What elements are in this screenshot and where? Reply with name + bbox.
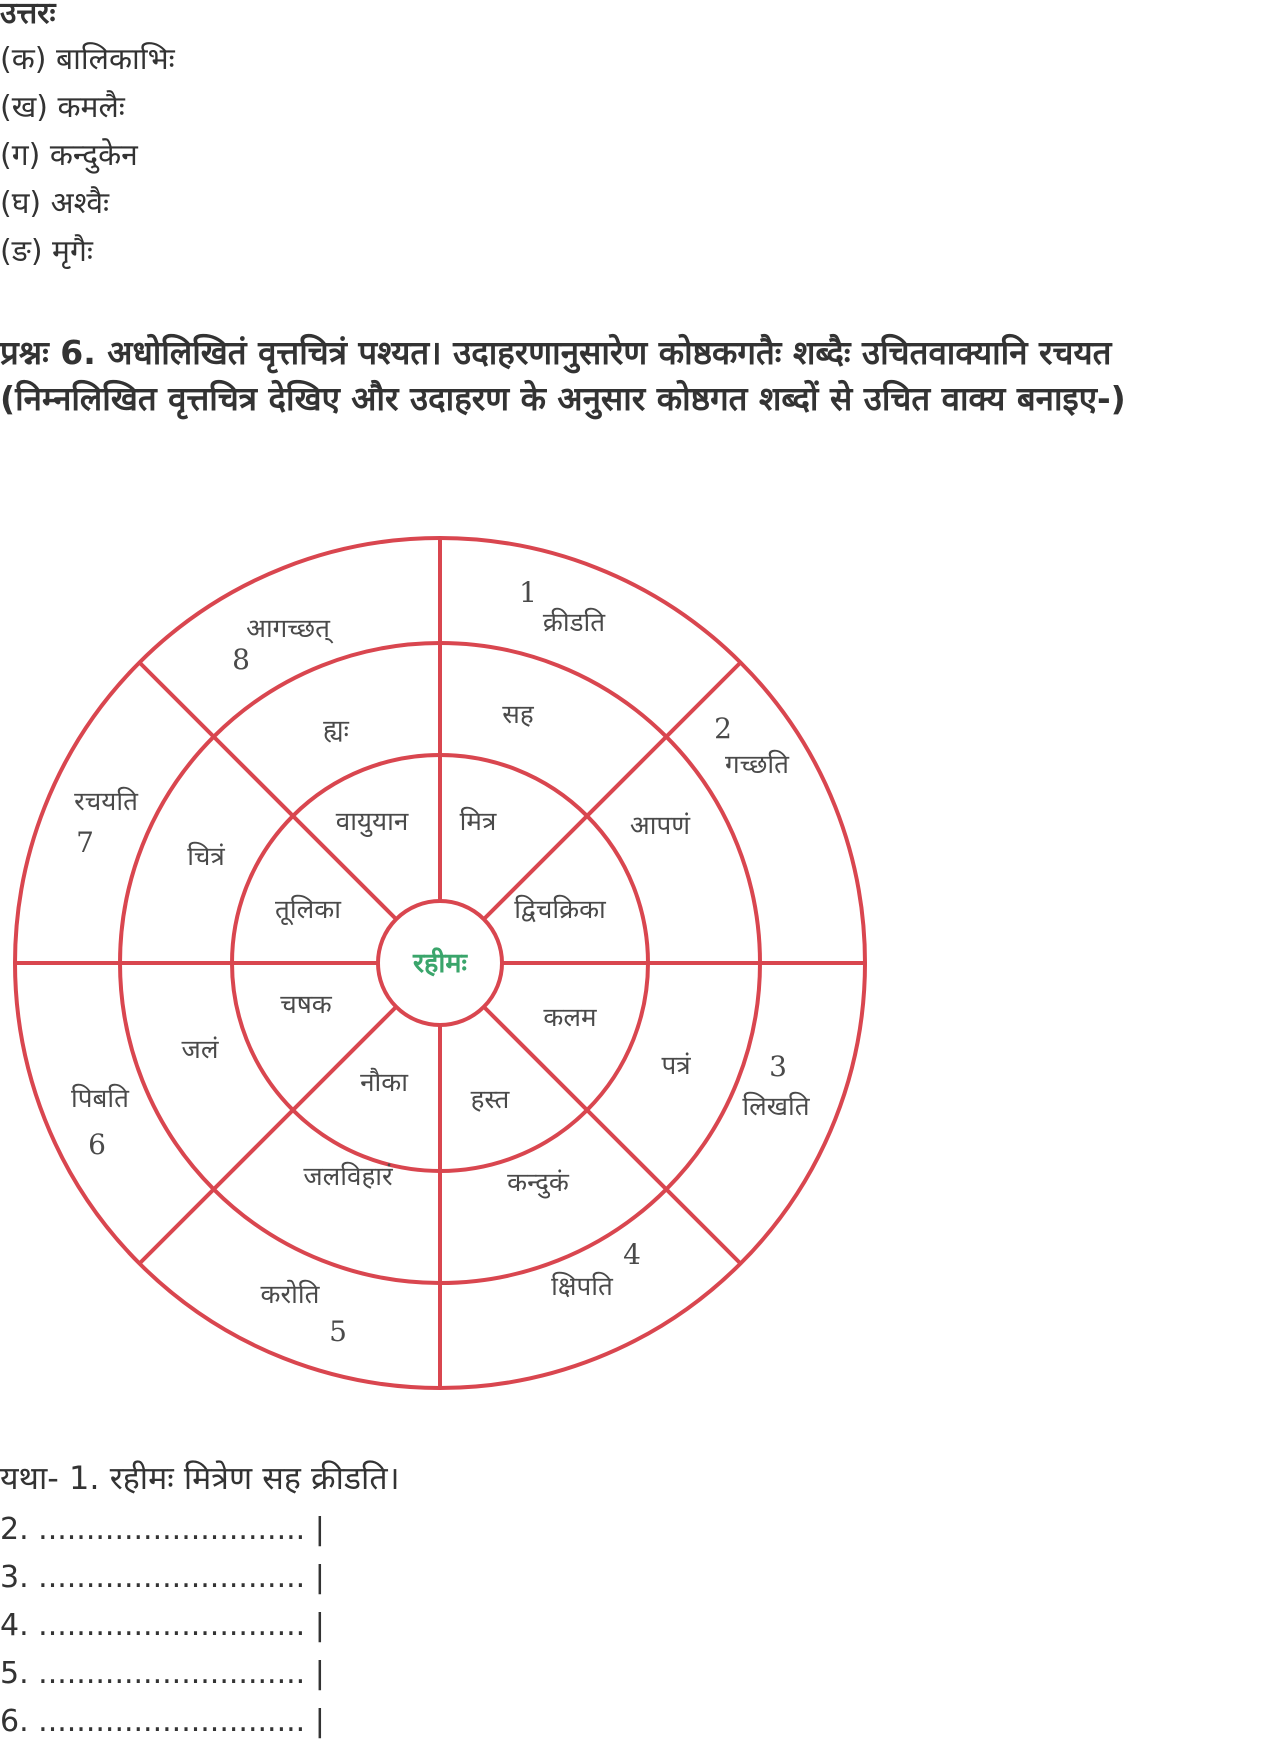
inner-word: मित्र [459,807,497,837]
inner-word: वायुयान [335,807,409,837]
inner-word: चषक [280,990,332,1020]
middle-word: चित्रं [187,842,225,872]
answer-item: (ख) कमलैः [0,90,125,125]
middle-word: सह [502,700,534,730]
word-wheel-diagram [0,530,880,1410]
outer-verb: क्षिपति [551,1272,613,1302]
outer-verb: लिखति [742,1092,810,1122]
blank-line: 5. ............................ | [0,1656,325,1691]
outer-number: 6 [88,1128,106,1161]
blank-lines [0,1506,325,1746]
inner-word: कलम [543,1003,597,1033]
answer-list [0,36,175,276]
inner-word: द्विचक्रिका [514,895,606,925]
outer-number: 7 [76,826,94,859]
answer-heading: उत्तरः [0,0,56,31]
inner-word: हस्त [470,1085,510,1115]
blank-line: 6. ............................ | [0,1704,325,1739]
middle-word: जलविहारं [303,1162,393,1192]
outer-verb: रचयति [74,787,138,817]
middle-word: पत्रं [661,1051,691,1081]
answer-item: (ङ) मृगैः [0,234,93,269]
outer-number: 2 [714,712,732,745]
outer-number: 5 [329,1315,347,1348]
spoke-se [484,1007,740,1263]
middle-word: कन्दुकं [507,1168,569,1198]
outer-verb: आगच्छत् [246,614,330,644]
middle-word: जलं [181,1035,219,1065]
spoke-nw [140,663,396,919]
question-text: प्रश्नः 6. अधोलिखितं वृत्तचित्रं पश्यत। उदाहरणानुसारेण कोष्ठकगतैः शब्दैः उचितवाक्यानि रचयत (निम्नलिखित वृत्तचित्र देखिए और उदाहरण के अनुसार कोष्ठगत शब्दों से उचित वाक्य बनाइए-) [0,333,1126,418]
answer-item: (ग) कन्दुकेन [0,138,138,173]
answer-item: (घ) अश्वैः [0,186,110,221]
outer-number: 1 [519,576,537,609]
middle-word: ह्यः [323,715,349,745]
outer-number: 8 [232,643,250,676]
outer-verb: गच्छति [725,750,789,780]
inner-word: तूलिका [275,895,341,925]
outer-number: 3 [769,1050,787,1083]
outer-verb: क्रीडति [542,608,606,638]
outer-verb: करोति [260,1280,320,1310]
spoke-sw [140,1007,396,1263]
middle-word: आपणं [629,811,691,841]
outer-number: 4 [623,1238,641,1271]
center-label: रहीमः [413,948,467,979]
blank-line: 2. ............................ | [0,1512,325,1547]
inner-word: नौका [360,1068,408,1098]
answer-item: (क) बालिकाभिः [0,42,175,77]
example-sentence: यथा- 1. रहीमः मित्रेण सह क्रीडति। [0,1459,400,1497]
blank-line: 4. ............................ | [0,1608,325,1643]
outer-verb: पिबति [71,1084,129,1114]
blank-line: 3. ............................ | [0,1560,325,1595]
